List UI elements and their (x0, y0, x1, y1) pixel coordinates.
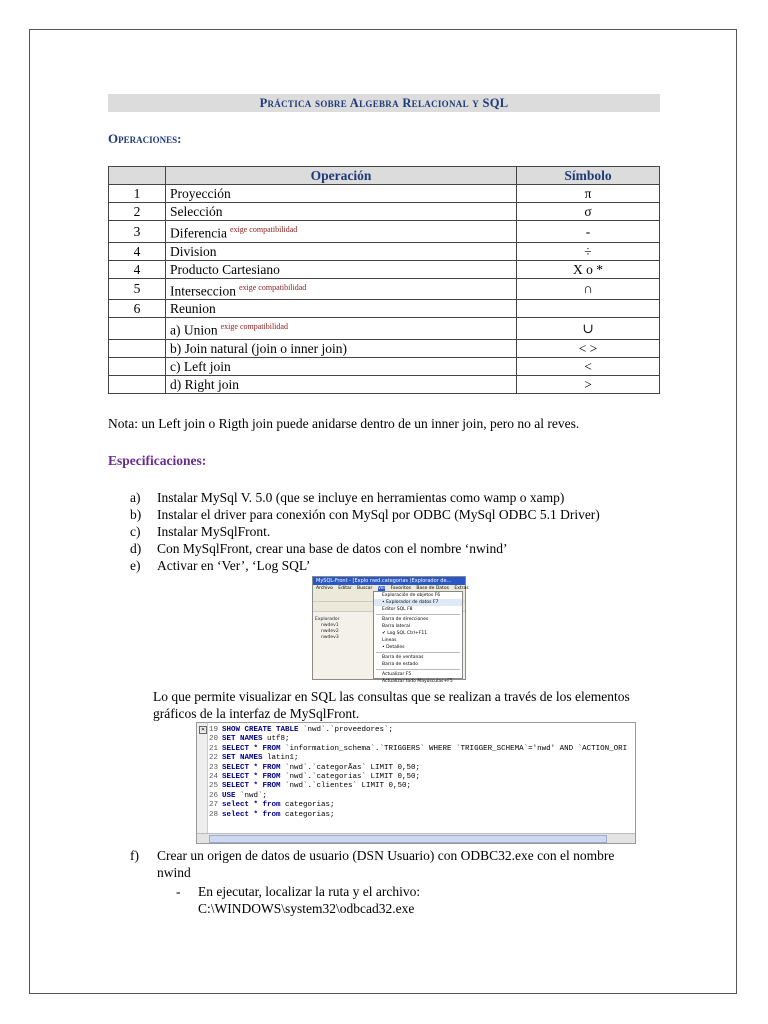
header-num (109, 167, 166, 185)
sql-log-lines (209, 726, 627, 820)
row-symbol: ∩ (517, 278, 660, 300)
operation-name: Producto Cartesiano (170, 261, 280, 277)
log-line (209, 773, 627, 782)
compatibility-note: exige compatibilidad (238, 282, 307, 292)
sql-keyword: USE (222, 791, 236, 800)
log-line (209, 735, 627, 744)
menu-item: Archivo (316, 586, 333, 591)
dropdown-item: Barra de ventanas (382, 655, 424, 660)
sql-keyword: SET NAMES (222, 735, 263, 744)
list-item-label: e) (130, 558, 141, 573)
dropdown-item: Barra de direcciones (382, 617, 429, 622)
compatibility-note: exige compatibilidad (220, 322, 288, 331)
menu-item: Ver (377, 586, 386, 591)
list-item-label: c) (130, 524, 141, 539)
sql-text: utf8; (262, 735, 290, 744)
explorer-tree (315, 617, 365, 641)
operations-table (108, 166, 660, 394)
specifications-heading: Especificaciones: (108, 453, 207, 468)
sql-text: `nwd`; (235, 791, 268, 800)
line-number: 22 (209, 754, 219, 763)
row-operation (166, 242, 517, 260)
operation-name: Division (170, 243, 217, 259)
paragraph-log-sql: Lo que permite visualizar en SQL las consultas que se realizan a través de los elementos gráficos de la interfaz de MySqlFront. (153, 689, 630, 721)
log-line (209, 726, 627, 735)
list-item-text: Instalar el driver para conexión con MySql por ODBC (MySql ODBC 5.1 Driver) (157, 507, 600, 522)
row-symbol: ∪ (517, 318, 660, 340)
row-operation (166, 185, 517, 203)
tree-item: nwdev1 (321, 623, 339, 628)
log-line (209, 764, 627, 773)
operations-heading: Operaciones: (108, 131, 182, 146)
sql-keyword: SELECT * FROM (222, 763, 281, 772)
table-row (109, 300, 660, 318)
dropdown-item: ✔ Log SQL Ctrl+F11 (382, 631, 428, 636)
log-line (209, 801, 627, 810)
sql-keyword: select * from (222, 801, 281, 810)
row-number (109, 357, 166, 375)
row-symbol: π (517, 185, 660, 203)
dropdown-item: Barra lateral (382, 624, 411, 629)
operation-name: Selección (170, 204, 223, 219)
list-item-text: Activar en ‘Ver’, ‘Log SQL’ (157, 558, 311, 573)
row-operation (166, 357, 517, 375)
table-header-row (109, 167, 660, 185)
tree-item: nwdev2 (321, 629, 339, 634)
list-item-label: d) (130, 541, 142, 556)
row-number: 2 (109, 203, 166, 221)
tree-item: Explorador (315, 617, 340, 622)
dropdown-item: • Explorador de datos F7 (374, 599, 462, 606)
row-number (109, 318, 166, 340)
menu-separator (376, 669, 460, 670)
list-item (130, 847, 650, 881)
dropdown-item: • Detalles (382, 645, 405, 650)
menu-item: Favoritos (390, 586, 411, 591)
table-row (109, 318, 660, 340)
row-number: 6 (109, 300, 166, 318)
list-item-label: b) (130, 507, 142, 522)
operation-name: d) Right join (170, 376, 240, 392)
header-symbol: Símbolo (517, 167, 660, 185)
log-line (209, 792, 627, 801)
scrollbar-thumb (209, 835, 607, 843)
log-line (209, 745, 627, 754)
menu-item: Buscar (357, 586, 373, 591)
list-item-text: Crear un origen de datos de usuario (DSN Usuario) con ODBC32.exe con el nombre nwind (157, 848, 615, 880)
table-row (109, 203, 660, 221)
sql-text: `information_schema`.`TRIGGERS` WHERE `TRIGGER_SCHEMA`='nwd' AND `ACTION_ORI (280, 744, 628, 753)
sql-text: categorias; (280, 810, 335, 819)
operation-name: Diferencia (170, 225, 227, 241)
line-number: 19 (209, 726, 219, 734)
sql-log-screenshot (196, 722, 636, 844)
document-title: Práctica sobre Algebra Relacional y SQL (108, 94, 660, 112)
line-number: 25 (209, 782, 219, 791)
row-number: 1 (109, 185, 166, 203)
list-item (176, 883, 656, 917)
line-number: 27 (209, 801, 219, 810)
row-operation (166, 375, 517, 393)
menu-item: Base de Datos (416, 586, 449, 591)
row-number: 4 (109, 242, 166, 260)
table-row (109, 375, 660, 393)
row-operation (166, 203, 517, 221)
list-item-label: a) (130, 490, 141, 505)
sql-text: categorias; (280, 801, 335, 810)
row-number (109, 339, 166, 357)
header-operation: Operación (166, 167, 517, 185)
row-operation (166, 278, 517, 300)
row-operation (166, 260, 517, 278)
table-row (109, 185, 660, 203)
dropdown-item: Actualizar todo Mayúsculas+F5 (382, 679, 453, 684)
sql-keyword: select * from (222, 810, 281, 819)
table-row (109, 221, 660, 243)
compatibility-note: exige compatibilidad (229, 225, 298, 234)
sql-keyword: SELECT * FROM (222, 773, 281, 782)
window-title-bar: MySQL-Front - [Explo nwd.categorias (Explorador de... (313, 577, 465, 585)
sql-text: `nwd`.`proveedores`; (298, 726, 394, 734)
menu-item: Extras (454, 586, 469, 591)
row-number: 5 (109, 278, 166, 300)
view-dropdown-menu (373, 591, 463, 684)
list-item-text: Con MySqlFront, crear una base de datos con el nombre ‘nwind’ (157, 541, 508, 556)
sql-text: `nwd`.`clientes` LIMIT 0,50; (280, 782, 412, 791)
operation-name: b) Join natural (join o inner join) (170, 340, 347, 356)
table-row (109, 242, 660, 260)
row-symbol: < > (517, 339, 660, 357)
line-number: 24 (209, 773, 219, 782)
dropdown-item: Actualizar F5 (382, 672, 412, 677)
dropdown-item: Exploración de objetos F6 (382, 593, 441, 598)
log-line (209, 782, 627, 791)
row-operation (166, 300, 517, 318)
row-symbol: σ (517, 203, 660, 221)
log-line (209, 754, 627, 763)
row-number (109, 375, 166, 393)
row-symbol (517, 300, 660, 318)
operation-name: a) Union (170, 322, 218, 338)
operation-name: Proyección (170, 186, 231, 201)
list-item-text: En ejecutar, localizar la ruta y el archivo: (198, 884, 421, 899)
row-symbol: > (517, 375, 660, 393)
row-number: 3 (109, 221, 166, 243)
row-operation (166, 318, 517, 340)
table-row (109, 278, 660, 300)
operation-name: Interseccion (170, 283, 236, 298)
row-symbol: < (517, 357, 660, 375)
line-number: 23 (209, 763, 219, 772)
table-row (109, 260, 660, 278)
row-number: 4 (109, 260, 166, 278)
line-number: 21 (209, 744, 219, 753)
table-row (109, 357, 660, 375)
log-line (209, 811, 627, 820)
list-item-label: f) (130, 848, 139, 863)
log-gutter (197, 723, 208, 833)
row-symbol: X o * (517, 260, 660, 278)
line-number: 20 (209, 735, 219, 744)
menu-separator (376, 652, 460, 653)
dropdown-item: Editor SQL F8 (382, 607, 413, 612)
horizontal-scrollbar (197, 833, 635, 843)
close-icon: ✕ (200, 727, 206, 733)
note-text: Nota: un Left join o Rigth join puede anidarse dentro de un inner join, pero no al reves. (108, 416, 580, 431)
list-item-label: - (176, 884, 181, 899)
file-path: C:\WINDOWS\system32\odbcad32.exe (198, 901, 415, 916)
mysqlfront-menu-screenshot (312, 576, 469, 684)
operation-name: c) Left join (170, 358, 231, 374)
line-number: 26 (209, 791, 219, 800)
sql-keyword: SET NAMES (222, 754, 263, 763)
list-item-text: Instalar MySql V. 5.0 (que se incluye en herramientas como wamp o xamp) (157, 490, 565, 505)
sql-text: latin1; (262, 754, 299, 763)
sql-text: `nwd`.`categorias` LIMIT 0,50; (280, 773, 421, 782)
tree-item: nwdev3 (321, 635, 339, 640)
row-operation (166, 221, 517, 243)
sql-keyword: SELECT * FROM (222, 782, 281, 791)
list-item-text: Instalar MySqlFront. (157, 524, 271, 539)
table-row (109, 339, 660, 357)
row-symbol: ÷ (517, 242, 660, 260)
row-operation (166, 339, 517, 357)
row-symbol: - (517, 221, 660, 243)
operation-name: Reunion (170, 301, 216, 316)
sql-text: `nwd`.`categorÃas` LIMIT 0,50; (280, 763, 421, 772)
dropdown-item: Lineas (382, 638, 397, 643)
sql-keyword: SHOW CREATE TABLE (222, 726, 299, 734)
line-number: 28 (209, 810, 219, 819)
menu-item: Editar (338, 586, 352, 591)
menu-separator (376, 614, 460, 615)
sql-keyword: SELECT * FROM (222, 744, 281, 753)
dropdown-item: Barra de estado (382, 662, 418, 667)
